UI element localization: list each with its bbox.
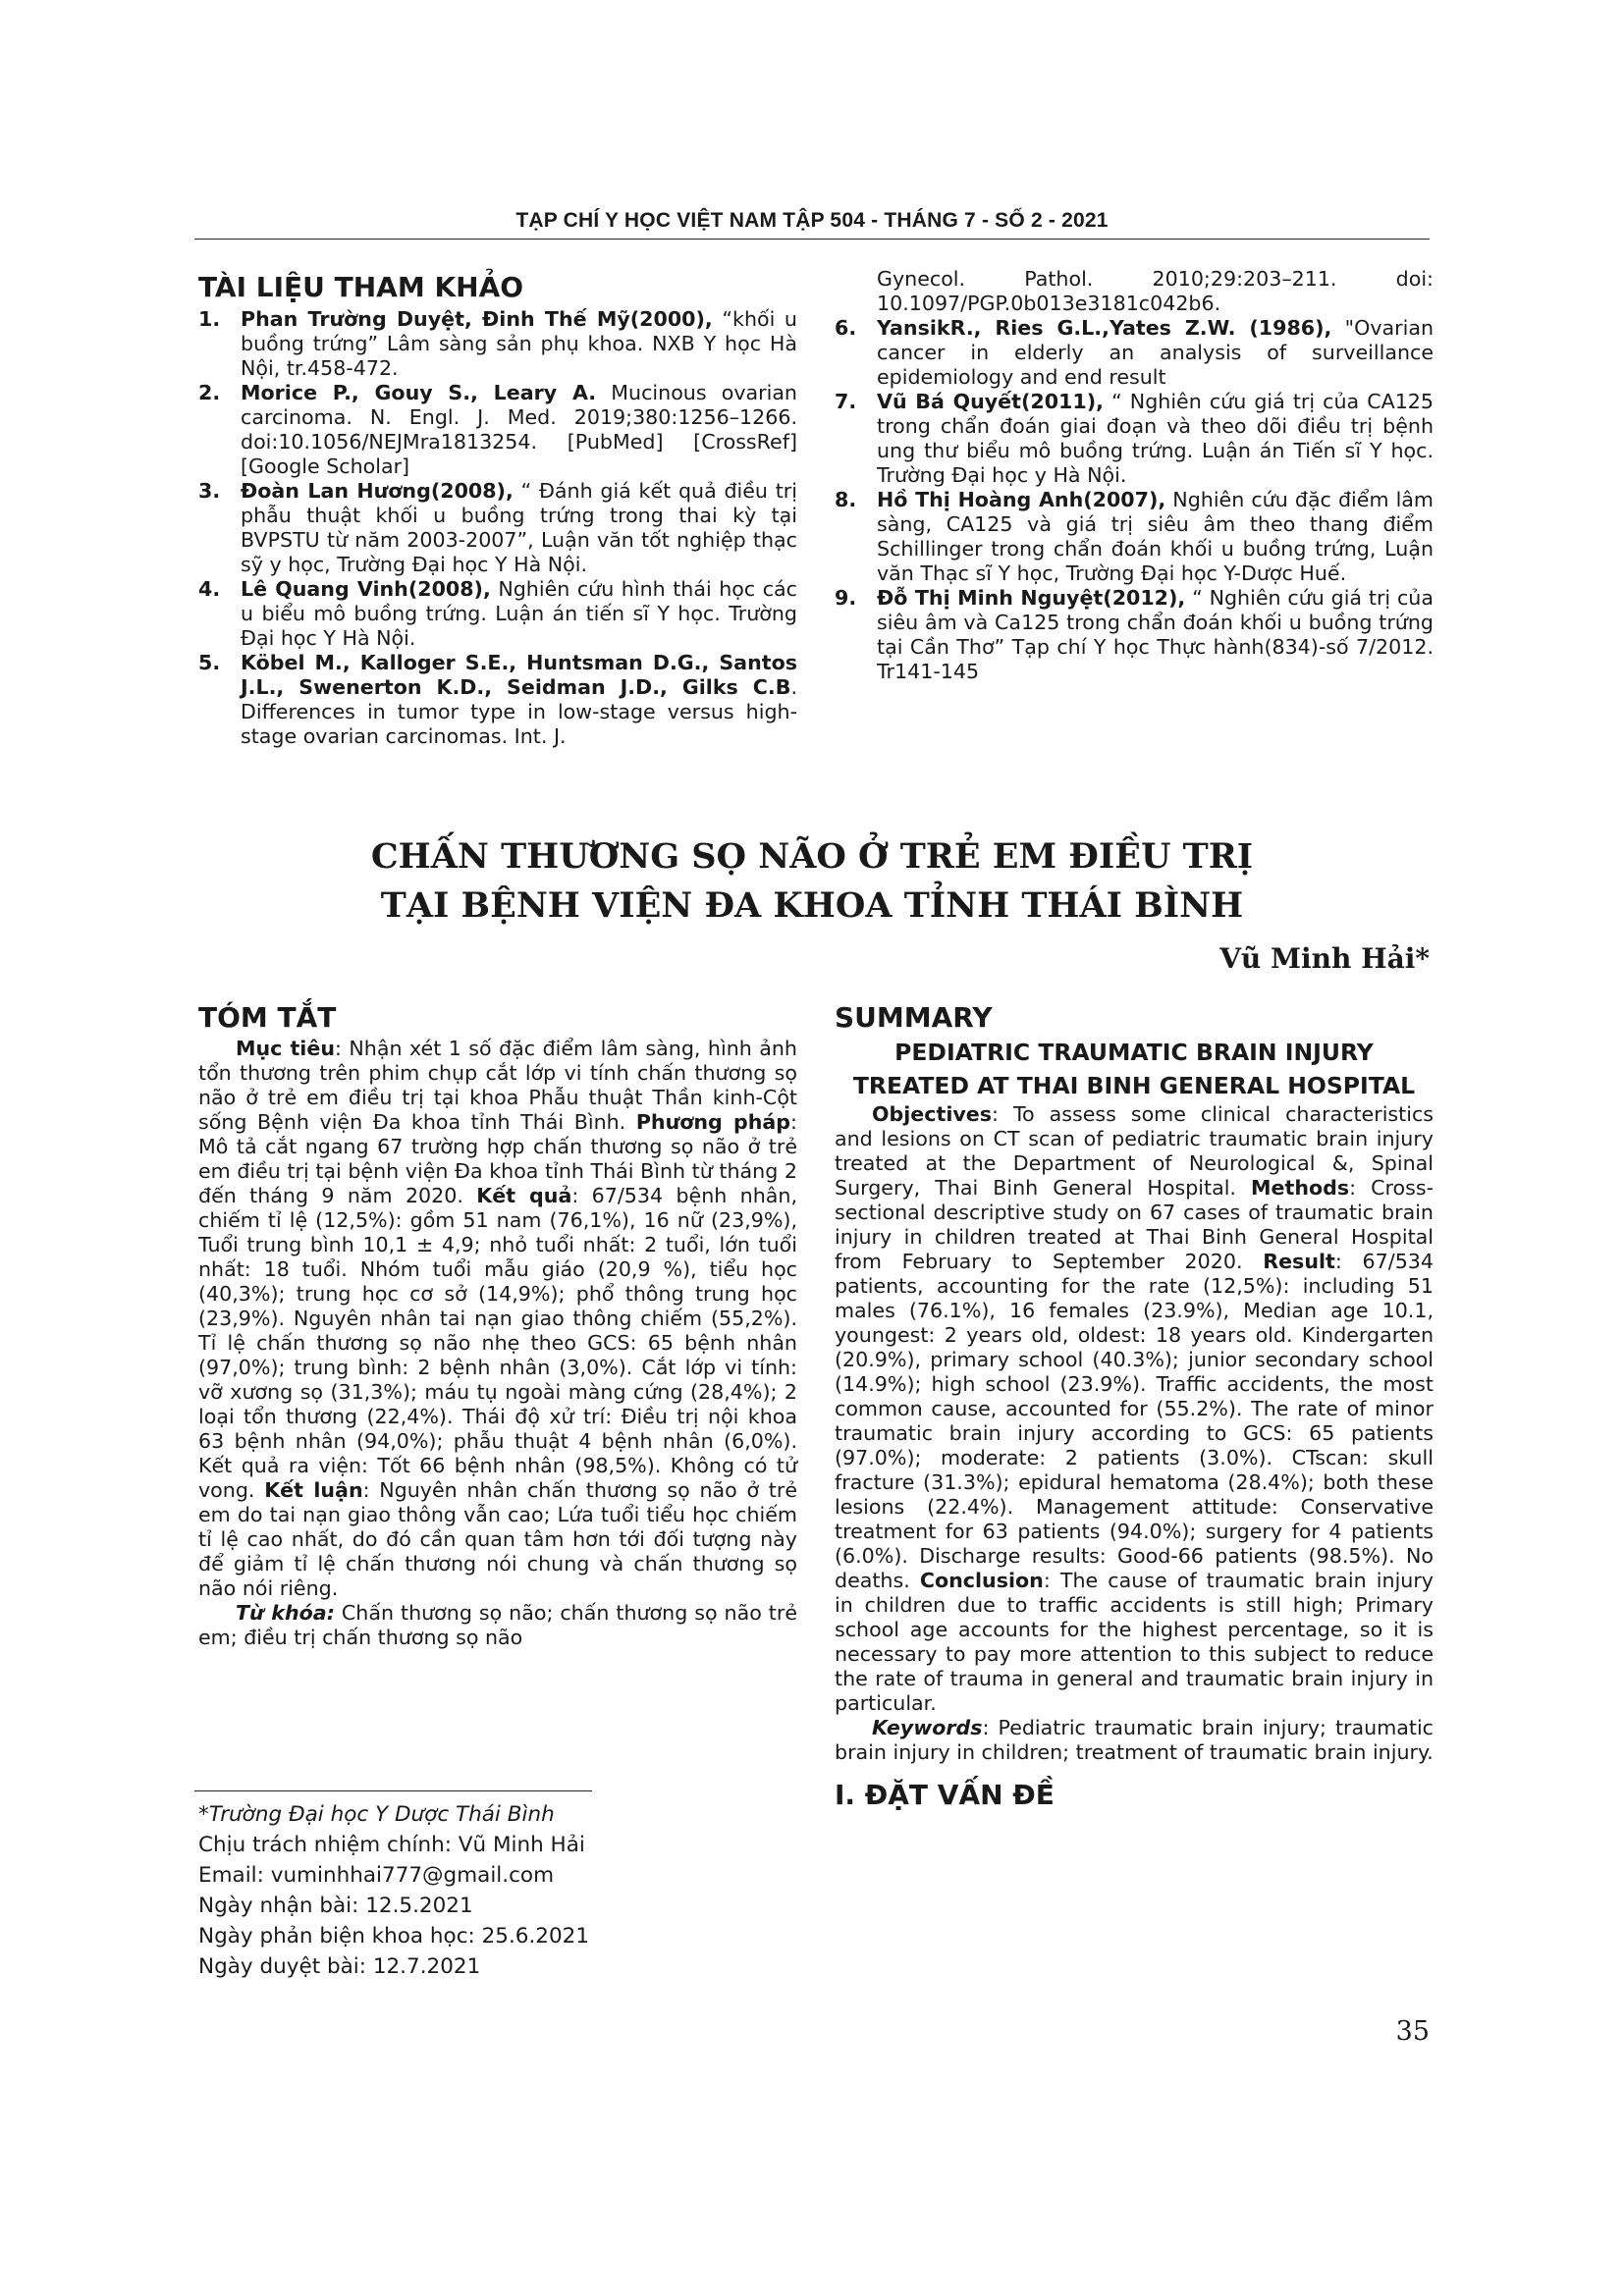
references-section: [198, 271, 797, 749]
footnote: [198, 1799, 589, 1982]
reference-item: [198, 577, 797, 651]
reference-item: [835, 390, 1434, 488]
conclusion-text: : Nguyên nhân chấn thương sọ não ở trẻ em do tai nạn giao thông vẫn cao; Lứa tuổi tiểu học chiếm tỉ lệ cao nhất, do đó cần quan tâm hơn tới đối tượng này để giảm tỉ lệ chấn thương nói chung và chấn thương sọ não nói riêng.: [198, 1478, 797, 1600]
footnote-accepted: Ngày duyệt bài: 12.7.2021: [198, 1954, 481, 1979]
methods-label: Methods: [1251, 1176, 1350, 1200]
result-text: : 67/534 bệnh nhân, chiếm tỉ lệ (12,5%): gồm 51 nam (76,1%), 16 nữ (23,9%), Tuổi trung bình 10,1 ± 4,9; nhỏ tuổi nhất: 2 tuổi, lớn tuổi nhất: 18 tuổi. Nhóm tuổi mẫu giáo (20,9 %), tiểu học (40,3%); trung học cơ sở (14,9%); phổ thông trung học (23,9%). Nguyên nhân tai nạn giao thông chiếm (55,2%). Tỉ lệ chấn thương sọ não nhẹ theo GCS: 65 bệnh nhân (97,0%); trung bình: 2 bệnh nhân (3,0%). Cắt lớp vi tính: vỡ xương sọ (31,3%); máu tụ ngoài màng cứng (28,4%); 2 loại tổn thương (22,4%). Thái độ xử trí: Điều trị nội khoa 63 bệnh nhân (94,0%); phẫu thuật 4 bệnh nhân (6,0%). Kết quả ra viện: Tốt 66 bệnh nhân (98,5%). Không có tử vong.: [198, 1184, 797, 1502]
methods-text: : Cross-sectional descriptive study on 67 cases of traumatic brain injury in children treated at Thai Binh General Hospital from February to September 2020.: [835, 1176, 1434, 1273]
footnote-affiliation: *Trường Đại học Y Dược Thái Bình: [198, 1802, 555, 1827]
reference-item: [835, 316, 1434, 390]
reference-number: 6.: [835, 316, 857, 340]
reference-authors: Đoàn Lan Hương(2008),: [241, 479, 514, 503]
reference-text: Nghiên cứu hình thái học các u biểu mô buồng trứng. Luận án tiến sĩ Y học. Trường Đại học Y Hà Nội.: [241, 577, 797, 650]
abstract-vi-body: [198, 1037, 797, 1650]
reference-authors: Lê Quang Vinh(2008),: [241, 577, 491, 601]
reference-number: 7.: [835, 390, 857, 413]
reference-number: 9.: [835, 586, 857, 610]
abstract-en-heading: SUMMARY: [835, 1001, 993, 1034]
reference-number: 1.: [198, 307, 221, 331]
keywords-label-en: Keywords: [872, 1716, 983, 1739]
header-rule: [194, 239, 1430, 240]
article-title-line-1: CHẤN THƯƠNG SỌ NÃO Ở TRẺ EM ĐIỀU TRỊ: [370, 836, 1254, 877]
keywords-label: Từ khóa:: [236, 1601, 335, 1625]
abstract-en-paragraph: [835, 1102, 1434, 1716]
reference-item: [835, 488, 1434, 586]
reference-authors: Phan Trường Duyệt, Đinh Thế Mỹ(2000),: [241, 307, 713, 331]
abstract-en-body: [835, 1102, 1434, 1765]
result-text-en: : 67/534 patients, accounting for the rate (12,5%): including 51 males (76.1%), 16 females (23.9%), Median age 10.1, youngest: 2 years old, oldest: 18 years old. Kindergarten (20.9%), primary school (40.3%); junior secondary school (14.9%); high school (23.9%). Traffic accidents, the most common cause, accounted for (55.2%). The rate of minor traumatic brain injury according to GCS: 65 patients (97.0%); moderate: 2 patients (3.0%). CTscan: skull fracture (31.3%); epidural hematoma (28.4%); both these lesions (22.4%). Management attitude: Conservative treatment for 63 patients (94.0%); surgery for 4 patients (6.0%). Discharge results: Good-66 patients (98.5%). No deaths.: [835, 1250, 1434, 1592]
result-label-en: Result: [1263, 1250, 1335, 1273]
reference-item: [198, 651, 797, 749]
reference-text: Nghiên cứu đặc điểm lâm sàng, CA125 và giá trị siêu âm theo thang điểm Schillinger trong chẩn đoán khối u buồng trứng, Luận văn Thạc sĩ Y học, Trường Đại học Y-Dược Huế.: [877, 488, 1434, 585]
result-label: Kết quả: [476, 1184, 572, 1207]
reference-text: "Ovarian cancer in elderly an analysis of surveillance epidemiology and end result: [877, 316, 1435, 389]
reference-item: [198, 381, 797, 479]
footnote-email: Email: vuminhhai777@gmail.com: [198, 1863, 555, 1888]
reference-authors: Morice P., Gouy S., Leary A.: [241, 381, 597, 404]
abstract-en-title-line-1: PEDIATRIC TRAUMATIC BRAIN INJURY: [894, 1039, 1374, 1066]
reference-item: [198, 479, 797, 577]
reference-text: . Differences in tumor type in low-stage versus high-stage ovarian carcinomas. Int. J.: [241, 675, 797, 748]
reference-5-continued: Gynecol. Pathol. 2010;29:203–211. doi: 10.1097/PGP.0b013e3181c042b6.: [877, 267, 1434, 315]
keywords-text: Chấn thương sọ não; chấn thương sọ não trẻ em; điều trị chấn thương sọ não: [198, 1601, 797, 1649]
conclusion-text-en: : The cause of traumatic brain injury in children due to traffic accidents is still high; Primary school age accounts for the highest percentage, so it is necessary to pay more attention to this subject to reduce the rate of trauma in general and traumatic brain injury in particular.: [835, 1569, 1434, 1715]
article-author: Vũ Minh Hải*: [1219, 942, 1430, 975]
objective-label: Mục tiêu: [236, 1037, 335, 1060]
objectives-label: Objectives: [872, 1102, 993, 1126]
footnote-received: Ngày nhận bài: 12.5.2021: [198, 1894, 473, 1918]
reference-authors: Hồ Thị Hoàng Anh(2007),: [877, 488, 1166, 511]
abstract-en-keywords: [835, 1716, 1434, 1765]
reference-number: 8.: [835, 488, 857, 511]
reference-number: 3.: [198, 479, 221, 503]
abstract-vi-heading: TÓM TẮT: [198, 1001, 337, 1034]
article-title-line-2: TẠI BỆNH VIỆN ĐA KHOA TỈNH THÁI BÌNH: [380, 885, 1244, 926]
reference-item: [198, 307, 797, 381]
reference-authors: Vũ Bá Quyết(2011),: [877, 390, 1104, 413]
references-section-right: [835, 267, 1434, 684]
reference-number: 4.: [198, 577, 221, 601]
reference-text: Mucinous ovarian carcinoma. N. Engl. J. Med. 2019;380:1256–1266. doi:10.1056/NEJMra1813254. [PubMed] [CrossRef] [Google Scholar]: [241, 381, 797, 478]
reference-text: “ Nghiên cứu giá trị của CA125 trong chẩn đoán giai đoạn và theo dõi điều trị bệnh ung thư biểu mô buồng trứng. Luận án Tiến sĩ Y học. Trường Đại học y Hà Nội.: [877, 390, 1435, 487]
footnote-responsible: Chịu trách nhiệm chính: Vũ Minh Hải: [198, 1833, 585, 1857]
reference-authors: Đỗ Thị Minh Nguyệt(2012),: [877, 586, 1186, 610]
footnote-rule: [194, 1790, 592, 1791]
reference-number: 2.: [198, 381, 221, 404]
reference-item: [835, 586, 1434, 684]
page-number: 35: [1395, 2016, 1430, 2047]
conclusion-label: Kết luận: [264, 1478, 363, 1502]
abstract-english: [835, 1001, 1434, 1811]
footnote-reviewed: Ngày phản biện khoa học: 25.6.2021: [198, 1924, 590, 1949]
abstract-vi-keywords: [198, 1601, 797, 1650]
reference-number: 5.: [198, 651, 221, 674]
method-text: : Mô tả cắt ngang 67 trường hợp chấn thương sọ não ở trẻ em điều trị tại bệnh viện Đa khoa tỉnh Thái Bình từ tháng 2 đến tháng 9 năm 2020.: [198, 1110, 797, 1207]
reference-authors: Köbel M., Kalloger S.E., Huntsman D.G., Santos J.L., Swenerton K.D., Seidman J.D., Gilks C.B: [241, 651, 797, 699]
reference-text: “khối u buồng trứng” Lâm sàng sản phụ khoa. NXB Y học Hà Nội, tr.458-472.: [241, 307, 797, 380]
article-title: [194, 832, 1430, 931]
conclusion-label-en: Conclusion: [919, 1569, 1044, 1592]
objectives-text: : To assess some clinical characteristics and lesions on CT scan of pediatric traumatic brain injury treated at the Department of Neurological &, Spinal Surgery, Thai Binh General Hospital.: [835, 1102, 1434, 1200]
section-1-heading: I. ĐẶT VẤN ĐỀ: [835, 1779, 1055, 1811]
method-label: Phương pháp: [635, 1110, 791, 1134]
abstract-vietnamese: [198, 1001, 797, 1650]
references-heading: TÀI LIỆU THAM KHẢO: [198, 271, 524, 303]
abstract-en-title: [835, 1036, 1434, 1102]
abstract-en-title-line-2: TREATED AT THAI BINH GENERAL HOSPITAL: [852, 1072, 1416, 1099]
abstract-vi-paragraph: [198, 1037, 797, 1601]
running-header: TẠP CHÍ Y HỌC VIỆT NAM TẬP 504 - THÁNG 7 - SỐ 2 - 2021: [515, 209, 1109, 232]
reference-text: “ Nghiên cứu giá trị của siêu âm và Ca125 trong chẩn đoán khối u buồng trứng tại Cần Thơ” Tạp chí Y học Thực hành(834)-số 7/2012. Tr141-145: [877, 586, 1434, 683]
references-list-left: [198, 307, 797, 749]
references-list-right: [835, 316, 1434, 684]
reference-text: “ Đánh giá kết quả điều trị phẫu thuật khối u buồng trứng trong thai kỳ tại BVPSTU từ năm 2003-2007”, Luận văn tốt nghiệp thạc sỹ y học, Trường Đại học Y Hà Nội.: [241, 479, 797, 576]
keywords-text-en: : Pediatric traumatic brain injury; traumatic brain injury in children; treatment of traumatic brain injury.: [835, 1716, 1434, 1764]
reference-authors: YansikR., Ries G.L.,Yates Z.W. (1986),: [877, 316, 1332, 340]
objective-text: : Nhận xét 1 số đặc điểm lâm sàng, hình ảnh tổn thương trên phim chụp cắt lớp vi tính chấn thương sọ não ở trẻ em điều trị tại khoa Phẫu thuật Thần kinh-Cột sống Bệnh viện Đa khoa tỉnh Thái Bình.: [198, 1037, 797, 1134]
